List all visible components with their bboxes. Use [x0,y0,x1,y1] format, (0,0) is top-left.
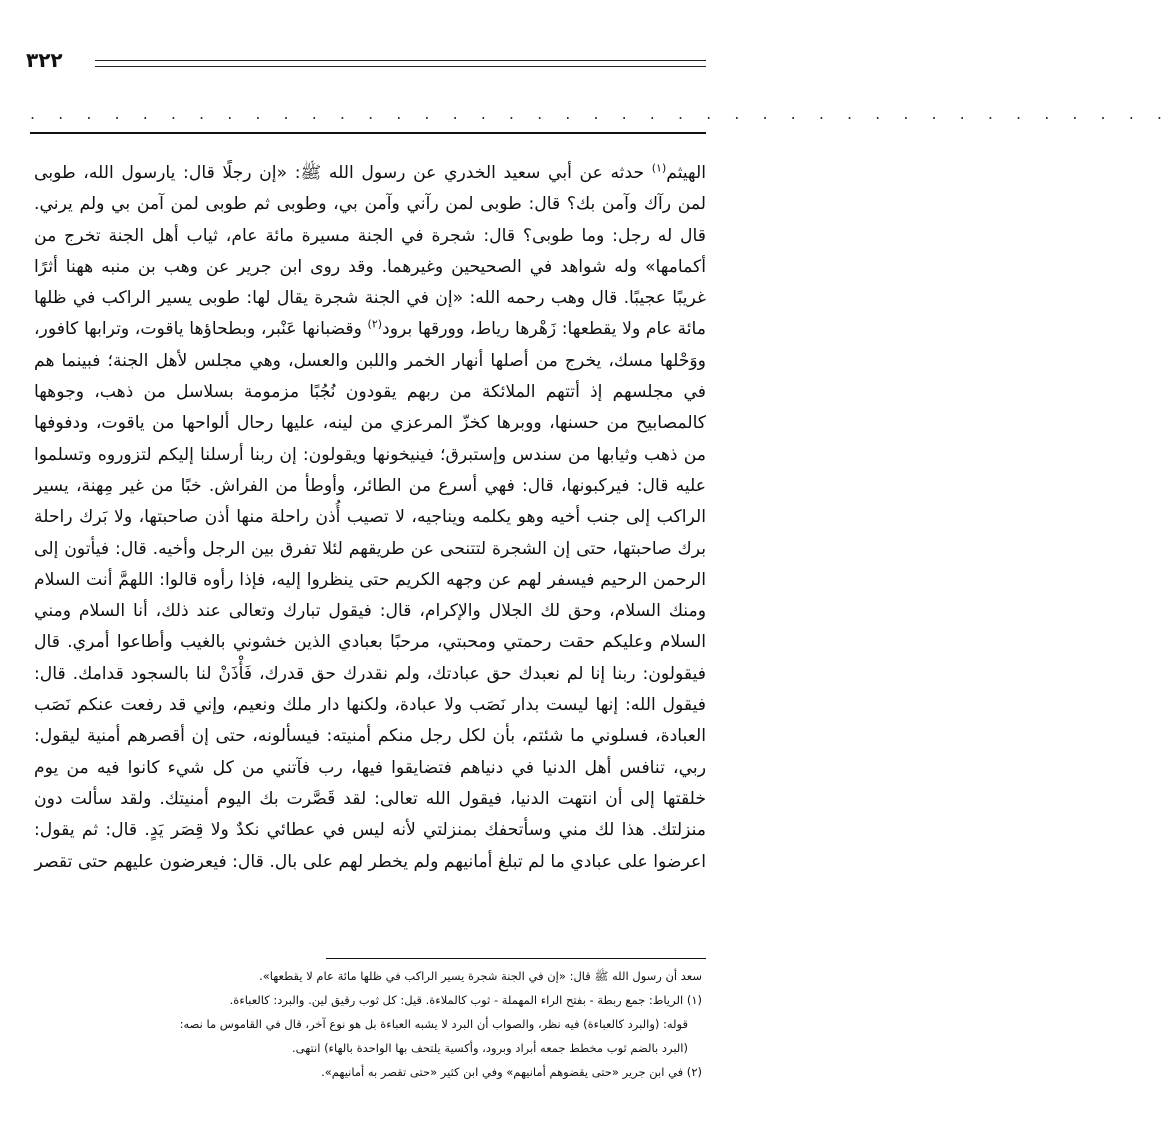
footnote-line: سعد أن رسول الله ﷺ قال: «إن في الجنة شجرة يسير الراكب في ظلها مائة عام لا يقطعها». [259,969,702,983]
main-paragraph [34,158,706,878]
text-run: حدثه عن أبي سعيد الخدري عن رسول الله ﷺ: «إن رجلًا قال: يارسول الله، طوبى لمن رآك وآمن بك؟ قال: طوبى لمن رآني وآمن بي، وطوبى ثم طوبى لمن آمن بي ولم يرني. قال له رجل: وما طوبى؟ قال: شجرة في الجنة مسيرة مائة عام، ثياب أهل الجنة تخرج من أكمامها» وله شواهد في الصحيحين وغيرهما. وقد روى ابن جرير عن وهب بن منبه ههنا أثرًا غريبًا عجيبًا. قال وهب رحمه الله: «إن في الجنة شجرة يقال لها: طوبى يسير الراكب في ظلها مائة عام ولا يقطعها: زَهْرها رياط، وورقها برود [34,163,706,340]
section-rule [30,132,706,134]
text-run: وقضبانها عَنْبر، وبطحاؤها ياقوت، وترابها كافور، ووَحْلها مسك، يخرج من أصلها أنهار الخمر واللبن والعسل، وهي مجلس لأهل الجنة؛ فبينما هم في مجلسهم إذ أتتهم الملائكة من ربهم يقودون نُجُبًا مزمومة بسلاسل من ذهب، وجوهها كالمصابيح من حسنها، ووبرها كخزّ المرعزي من لينه، عليها رحال ألواحها من ياقوت، ودفوفها من ذهب وثيابها من سندس وإستبرق؛ فينيخونها ويقولون: إن ربنا أرسلنا إليكم لتزوروه وتسلموا عليه قال: فيركبونها، قال: فهي أسرع من الطائر، وأوطأ من الفراش. خبًا من غير مِهنة، يسير الراكب إلى جنب أخيه وهو يكلمه ويناجيه، لا تصيب أُذن راحلة منها أذن صاحبتها، ولا بَرك راحلة برك صاحبتها، حتى إن الشجرة لتتنحى عن طريقهم لئلا تفرق بين الرجل وأخيه. قال: فيأتون إلى الرحمن الرحيم فيسفر لهم عن وجهه الكريم حتى ينظروا إليه، فإذا رأوه قالوا: اللهمَّ أنت السلام ومنك السلام، وحق لك الجلال والإكرام، قال: فيقول تبارك وتعالى عند ذلك، أنا السلام ومني السلام وعليكم حقت رحمتي ومحبتي، مرحبًا بعبادي الذين خشوني بالغيب وأطاعوا أمري. قال فيقولون: ربنا إنا لم نعبدك حق عبادتك، ولم نقدرك حق قدرك، فَأْذَنْ لنا بالسجود قدامك. قال: فيقول الله: إنها ليست بدار نَصَب ولا عبادة، ولكنها دار ملك ونعيم، وإني قد رفعت عنكم نَصَب العبادة، فسلوني ما شئتم، بأن لكل رجل منكم أمنيته: فيسألونه، حتى إن أقصرهم أمنية ليقول: ربي، تنافس أهل الدنيا في دنياهم فتضايقوا فيها، رب فآتني من كل شيء كانوا فيه من يوم خلقتها إلى أن انتهت الدنيا، فيقول الله تعالى: لقد قَصَّرت بك اليوم أمنيتك. ولقد سألت دون منزلتك. هذا لك مني وسأتحفك بمنزلتي لأنه ليس في عطائي نكدٌ ولا قِصَر يَدٍ. قال: ثم يقول: اعرضوا على عبادي ما لم تبلغ أمانيهم ولم يخطر لهم على بال. قال: فيعرضون عليهم حتى تقصر [34,319,706,872]
footnote-marker: (١) [651,161,667,175]
separator-dots: . . . . . . . . . . . . . . . . . . . . . . . . . . . . . . . . . . . . . . . . . [30,104,1171,123]
footnote-line: (البرد بالضم ثوب مخطط جمعه أبراد وبرود، وأكسية يلتحف بها الواحدة بالهاء) انتهى. [292,1041,688,1055]
footnotes [34,964,702,1084]
page-number: ٣٢٢ [26,48,63,72]
header-rule [95,66,706,67]
footnote-line: قوله: (والبرد كالعباءة) فيه نظر، والصواب أن البرد لا يشبه العباءة بل هو نوع آخر، قال في القاموس ما نصه: [179,1017,688,1031]
main-text [34,158,706,878]
footnote-line: (١) الرياط: جمع ربطة - بفتح الراء المهملة - ثوب كالملاءة. قيل: كل ثوب رقيق لين. والبرد: كالعباءة. [229,993,702,1007]
header-rule [95,60,706,61]
footnote-rule [326,958,706,959]
text-run: الهيثم [666,163,706,183]
footnote-marker: (٢) [367,317,383,331]
footnote-line: (٢) في ابن جرير «حتى يقضوهم أمانيهم» وفي ابن كثير «حتى تقصر به أمانيهم». [321,1065,702,1079]
